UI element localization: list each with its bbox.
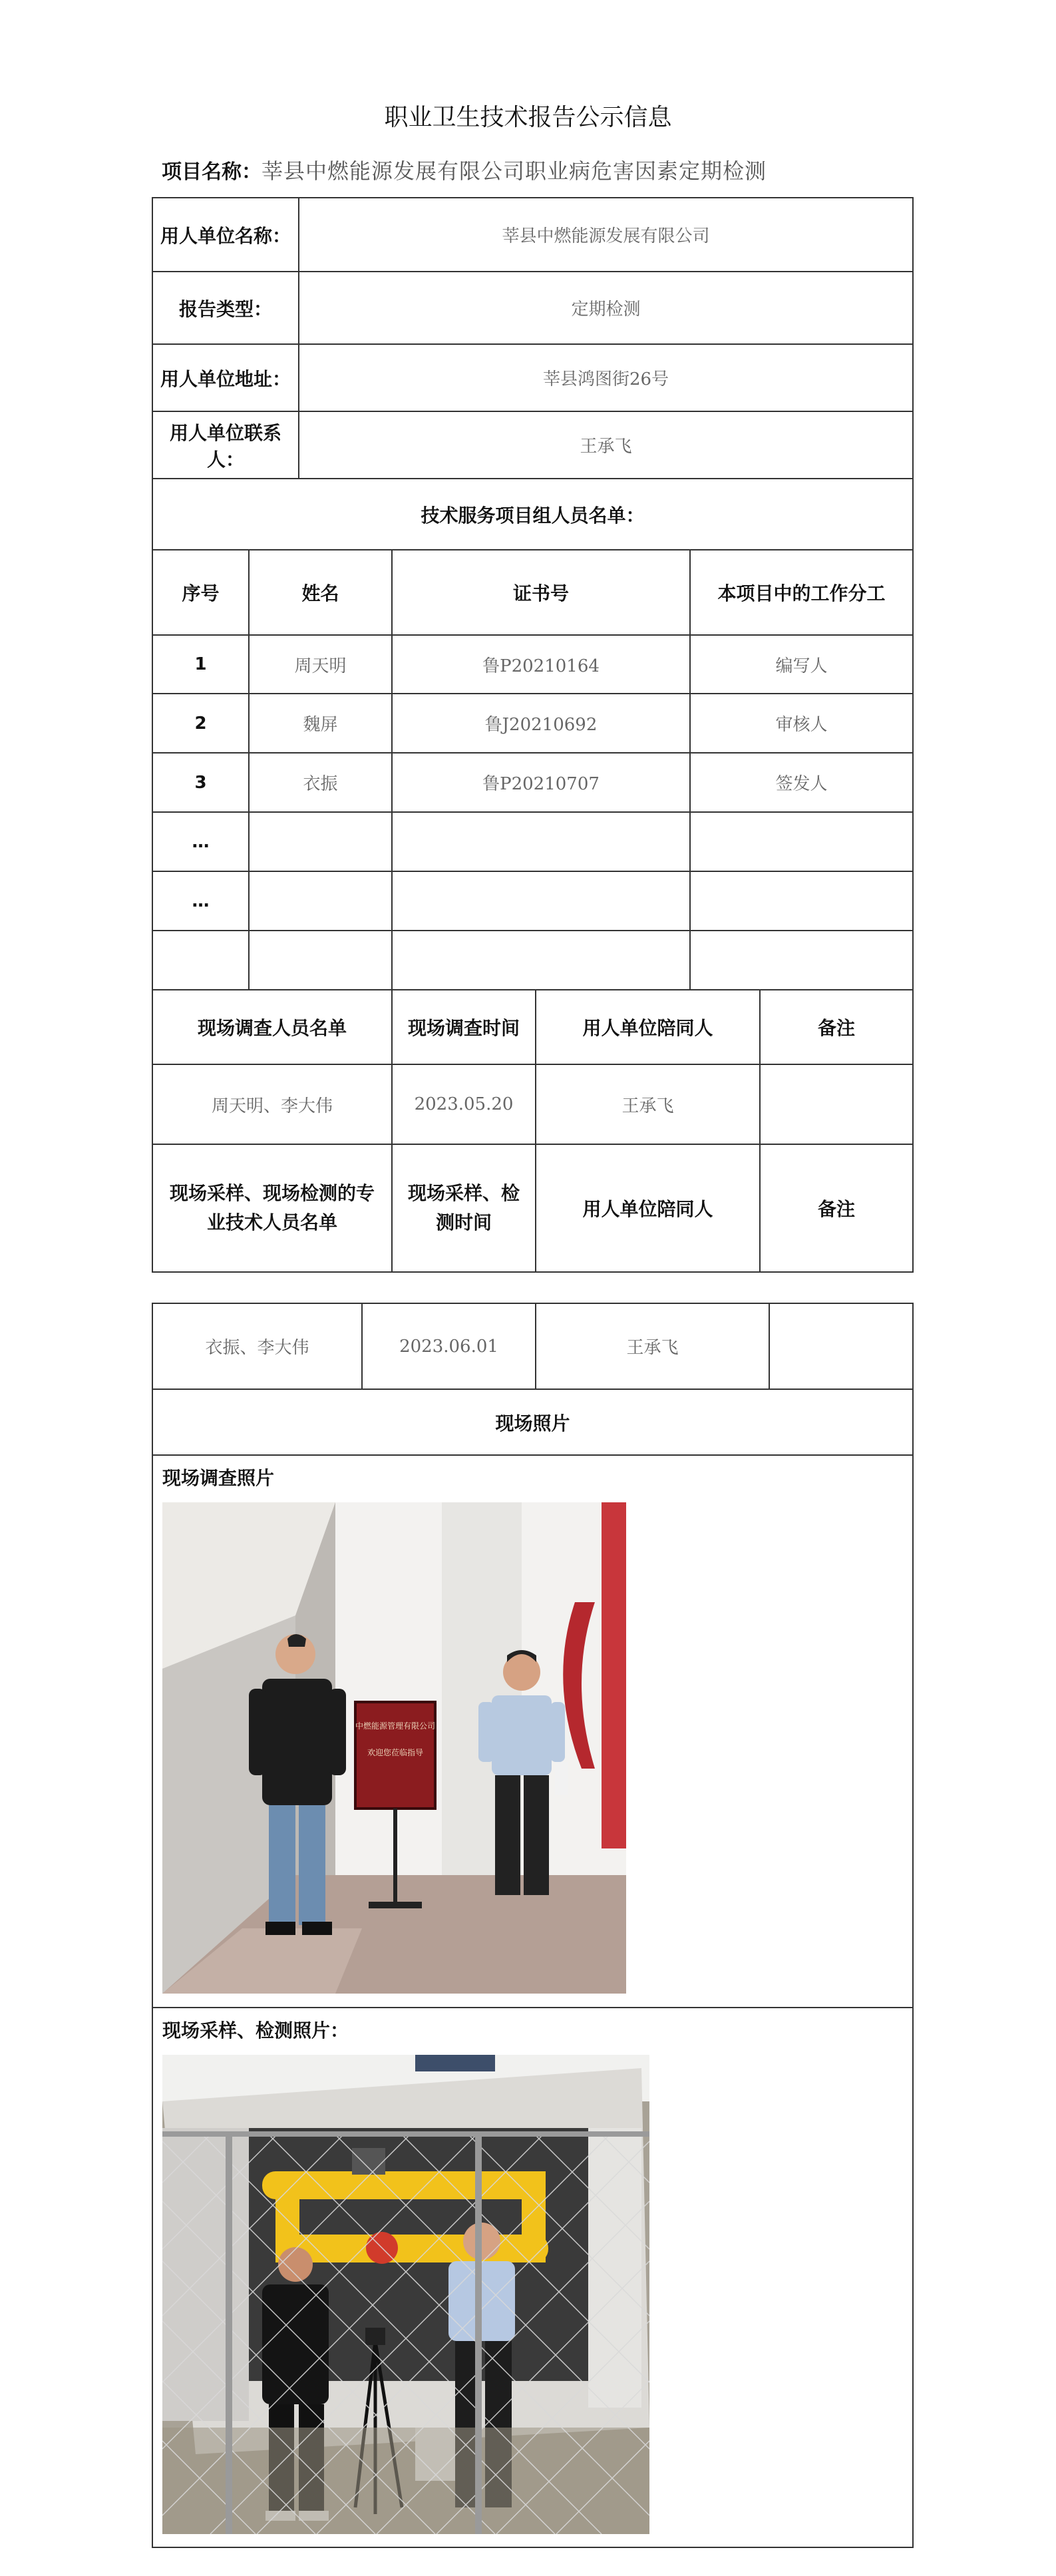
survey-header-cell: 用人单位陪同人	[536, 990, 760, 1064]
team-header-row	[152, 550, 913, 635]
info-label: 用人单位地址：	[152, 344, 299, 411]
team-cell	[249, 871, 392, 931]
photos-title: 现场照片	[152, 1389, 913, 1455]
team-cell	[392, 812, 690, 871]
team-cell: 2	[152, 694, 249, 753]
project-name-line	[162, 154, 767, 185]
team-cell: 编写人	[690, 635, 913, 694]
team-title: 技术服务项目组人员名单：	[152, 479, 913, 550]
survey-header-cell: 现场调查人员名单	[152, 990, 392, 1064]
sign-line: 中燃能源管理有限公司	[355, 1721, 436, 1731]
info-row	[152, 198, 913, 272]
team-cell: 审核人	[690, 694, 913, 753]
photos-title-row	[152, 1389, 913, 1455]
team-row	[152, 694, 913, 753]
info-label: 用人单位联系人：	[152, 411, 299, 479]
team-cell	[690, 931, 913, 990]
project-name-label: 项目名称：	[162, 160, 262, 184]
survey-photo-cell	[152, 1455, 913, 2008]
team-cell	[249, 812, 392, 871]
sampling-photo	[162, 2055, 649, 2534]
sampling-cell: 王承飞	[536, 1303, 769, 1389]
team-title-row	[152, 479, 913, 550]
survey-photo-label: 现场调查照片	[162, 1467, 275, 1489]
info-value: 莘县中燃能源发展有限公司	[299, 198, 913, 272]
team-cell: …	[152, 871, 249, 931]
sign-line: 欢迎您莅临指导	[367, 1748, 424, 1757]
sampling-photo-row	[152, 2008, 913, 2547]
survey-cell: 王承飞	[536, 1064, 760, 1144]
sampling-header-cell: 现场采样、检测时间	[392, 1144, 536, 1272]
team-cell: 魏屏	[249, 694, 392, 753]
survey-cell: 周天明、李大伟	[152, 1064, 392, 1144]
survey-photo-row	[152, 1455, 913, 2008]
sampling-cell	[769, 1303, 913, 1389]
page-title: 职业卫生技术报告公示信息	[384, 104, 672, 131]
sampling-header-cell: 用人单位陪同人	[536, 1144, 760, 1272]
sampling-header-cell: 现场采样、现场检测的专业技术人员名单	[152, 1144, 392, 1272]
team-cell: 3	[152, 753, 249, 812]
survey-header-cell: 备注	[760, 990, 913, 1064]
team-cell: 1	[152, 635, 249, 694]
team-cell	[690, 871, 913, 931]
info-row	[152, 411, 913, 479]
survey-cell: 2023.05.20	[392, 1064, 536, 1144]
info-label: 报告类型：	[152, 272, 299, 344]
info-value: 定期检测	[299, 272, 913, 344]
info-value: 王承飞	[299, 411, 913, 479]
info-label: 用人单位名称：	[152, 198, 299, 272]
sampling-cell: 2023.06.01	[362, 1303, 536, 1389]
team-header-cell: 证书号	[392, 550, 690, 635]
team-row	[152, 635, 913, 694]
team-cell	[249, 931, 392, 990]
info-value: 莘县鸿图街26号	[299, 344, 913, 411]
team-row	[152, 871, 913, 931]
team-cell: 签发人	[690, 753, 913, 812]
team-cell	[152, 931, 249, 990]
survey-header-cell: 现场调查时间	[392, 990, 536, 1064]
team-header-cell: 本项目中的工作分工	[690, 550, 913, 635]
report-info-table	[152, 197, 914, 1273]
team-cell: …	[152, 812, 249, 871]
info-row	[152, 272, 913, 344]
sampling-photo-cell	[152, 2008, 913, 2547]
survey-cell	[760, 1064, 913, 1144]
team-header-cell: 序号	[152, 550, 249, 635]
team-row	[152, 812, 913, 871]
team-cell: 鲁P20210707	[392, 753, 690, 812]
team-cell	[392, 871, 690, 931]
team-header-cell: 姓名	[249, 550, 392, 635]
team-cell	[690, 812, 913, 871]
survey-photo	[162, 1502, 626, 1994]
info-row	[152, 344, 913, 411]
sampling-row	[152, 1303, 913, 1389]
team-cell: 鲁P20210164	[392, 635, 690, 694]
survey-header-row	[152, 990, 913, 1064]
project-name-value: 莘县中燃能源发展有限公司职业病危害因素定期检测	[262, 158, 767, 184]
sampling-header-row	[152, 1144, 913, 1272]
team-cell: 鲁J20210692	[392, 694, 690, 753]
sampling-header-cell: 备注	[760, 1144, 913, 1272]
team-cell	[392, 931, 690, 990]
team-cell: 周天明	[249, 635, 392, 694]
survey-row	[152, 1064, 913, 1144]
team-cell: 衣振	[249, 753, 392, 812]
sampling-photo-label: 现场采样、检测照片：	[162, 2020, 349, 2041]
photo-table	[152, 1303, 914, 2548]
team-row	[152, 753, 913, 812]
sampling-cell: 衣振、李大伟	[152, 1303, 362, 1389]
team-row	[152, 931, 913, 990]
